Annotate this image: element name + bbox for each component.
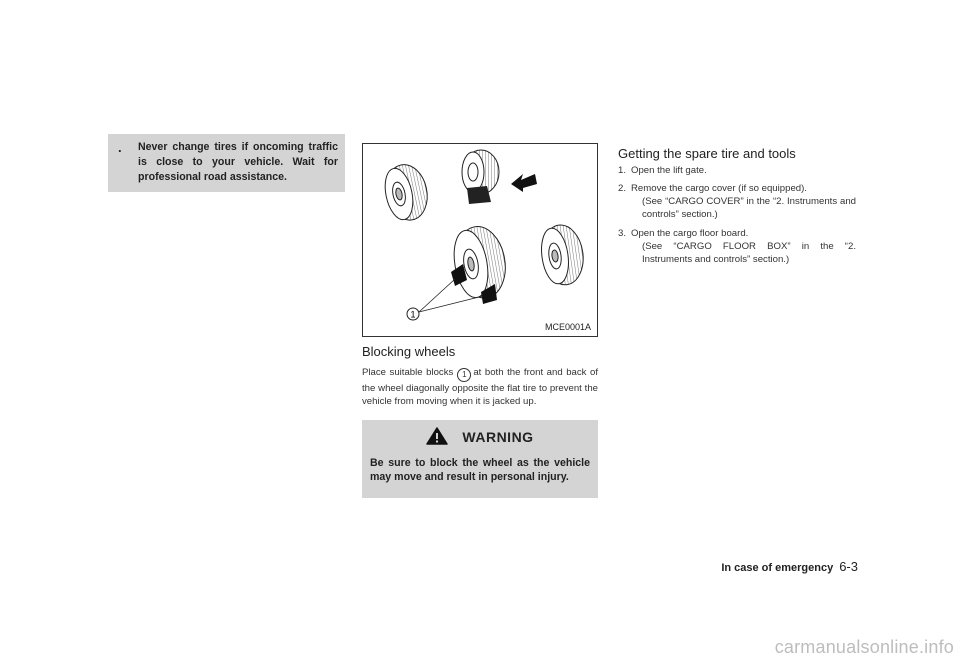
- warning-box: [362, 420, 598, 498]
- step-continuation: (See “CARGO FLOOR BOX” in the “2. Instruments and controls” section.): [642, 241, 856, 266]
- tire-right: [538, 222, 587, 287]
- tire-illustration: [363, 144, 599, 338]
- tire-top: [462, 150, 499, 204]
- left-warning-box: [108, 134, 345, 192]
- bullet: .: [118, 140, 122, 155]
- step-2: [618, 182, 856, 222]
- step-3: [618, 227, 856, 267]
- tire-block-figure: [362, 143, 598, 337]
- warning-title-text: WARNING: [462, 429, 534, 445]
- tire-left: [380, 161, 432, 224]
- step-text: Remove the cargo cover (if so equipped).: [631, 183, 807, 194]
- callout-badge: 1: [457, 368, 471, 382]
- spare-heading: Getting the spare tire and tools: [618, 146, 796, 161]
- arrow-icon: [511, 174, 537, 192]
- watermark: carmanualsonline.info: [774, 637, 954, 657]
- page-footer: [721, 559, 858, 574]
- tire-center: [449, 223, 511, 303]
- blocking-text: [362, 366, 598, 408]
- step-continuation: (See “CARGO COVER” in the “2. Instruments and controls” section.): [642, 196, 856, 221]
- warning-title: [362, 427, 598, 445]
- step-number: 3.: [618, 228, 627, 239]
- left-warning-text: Never change tires if oncoming traffic is close to your vehicle. Wait for professional road assistance.: [138, 141, 338, 183]
- page-number: 6-3: [839, 559, 858, 574]
- warning-triangle-icon: [426, 427, 448, 445]
- blocking-heading: Blocking wheels: [362, 344, 456, 359]
- figure-callout: 1: [410, 309, 416, 320]
- step-number: 2.: [618, 183, 627, 194]
- step-text: Open the lift gate.: [631, 165, 707, 176]
- footer-section: In case of emergency: [721, 562, 834, 574]
- blocking-text-before: Place suitable blocks: [362, 367, 454, 378]
- figure-code: MCE0001A: [544, 322, 591, 332]
- step-1: [618, 164, 856, 177]
- step-text: Open the cargo floor board.: [631, 228, 749, 239]
- warning-text: Be sure to block the wheel as the vehicle may move and result in personal injury.: [370, 457, 590, 483]
- step-number: 1.: [618, 165, 627, 176]
- blocking-text-after: at both the front and back of the wheel diagonally opposite the flat tire to prevent the vehicle from moving when it is jacked up.: [362, 367, 598, 408]
